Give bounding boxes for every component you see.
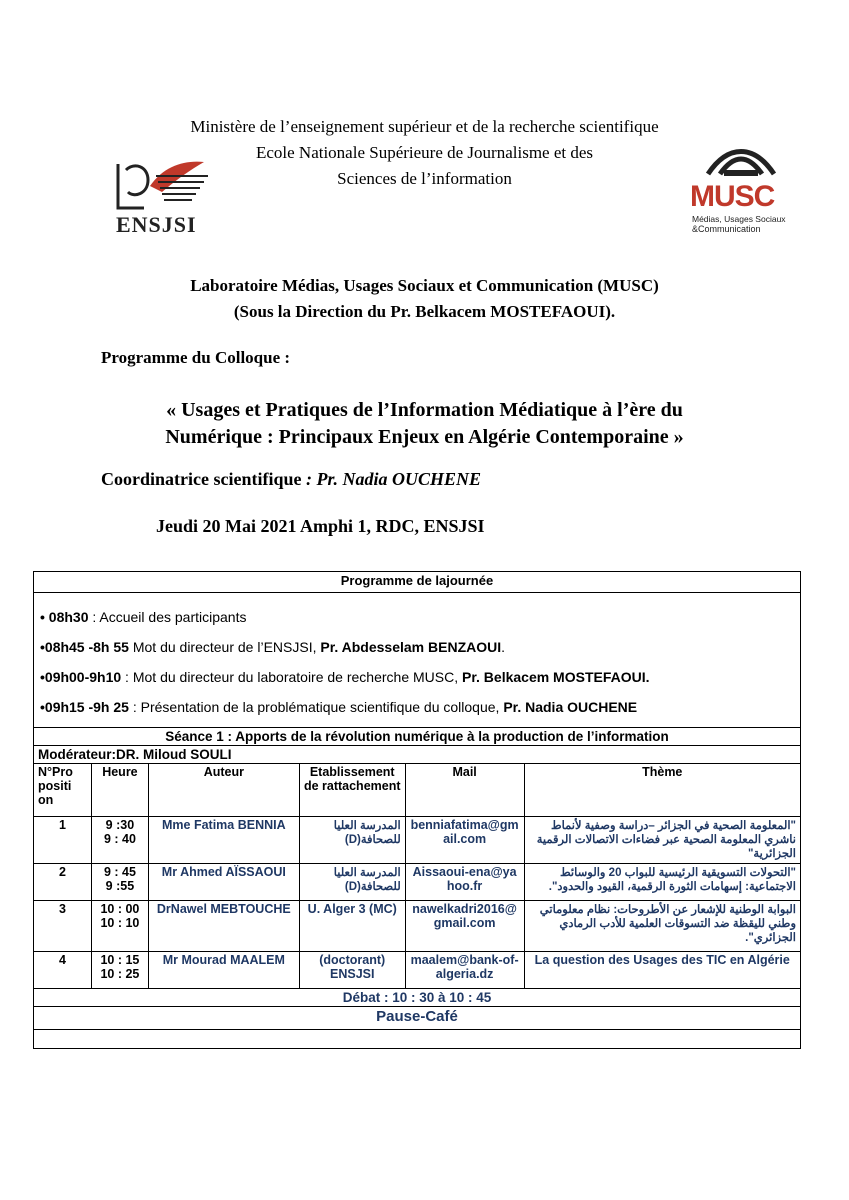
- row-author: DrNawel MEBTOUCHE: [148, 901, 299, 952]
- musc-logo: [688, 140, 794, 236]
- ministry-line: Ministère de l’enseignement supérieur et de la recherche scientifique: [190, 117, 659, 136]
- row-num: 3: [34, 901, 92, 952]
- table-title: Programme de lajournée: [34, 572, 801, 593]
- row-heure: [91, 864, 148, 901]
- row-heure: [91, 817, 148, 864]
- colloque-title-line1: « Usages et Pratiques de l’Information Médiatique à l’ère du: [166, 399, 683, 421]
- table-row: [34, 952, 801, 989]
- musc-logo-title: MUSC: [690, 180, 775, 213]
- row-etab: U. Alger 3 (MC): [299, 901, 405, 952]
- intro-tail-2: .: [501, 639, 506, 655]
- school-line-2: Sciences de l’information: [337, 169, 512, 188]
- programme-table: [33, 571, 801, 1049]
- intro-time-4: •09h15 -9h 25: [40, 699, 129, 715]
- table-intro: [34, 593, 801, 728]
- row-start: 9 : 45: [103, 865, 136, 879]
- debat-row: Débat : 10 : 30 à 10 : 45: [34, 989, 801, 1007]
- table-row: [34, 864, 801, 901]
- colloque-title-line2: Numérique : Principaux Enjeux en Algérie Contemporaine »: [165, 426, 684, 448]
- ensjsi-logo: [104, 156, 214, 242]
- row-num: 4: [34, 952, 92, 989]
- table-row: [34, 817, 801, 864]
- intro-text-1: : Accueil des participants: [88, 609, 247, 625]
- intro-person-2: Pr. Abdesselam BENZAOUI: [320, 639, 502, 655]
- row-theme: "المعلومة الصحية في الجزائر –دراسة وصفية لأنماط ناشري المعلومة الصحية عبر فضاءات الاتصالات الرقمية الجزائرية": [524, 817, 801, 864]
- row-end: 9 :55: [105, 879, 135, 893]
- session-title: Séance 1 : Apports de la révolution numérique à la production de l’information: [34, 728, 801, 746]
- moderator: Modérateur:DR. Miloud SOULI: [34, 746, 801, 764]
- intro-text-4: : Présentation de la problématique scientifique du colloque,: [128, 699, 504, 715]
- intro-item-3: [40, 669, 794, 685]
- pause-row: Pause-Café: [34, 1007, 801, 1030]
- programme-label: Programme du Colloque :: [101, 348, 291, 367]
- table-row: [34, 901, 801, 952]
- wifi-arcs-icon: [688, 140, 794, 180]
- date-place: Jeudi 20 Mai 2021 Amphi 1, RDC, ENSJSI: [156, 516, 485, 536]
- row-theme: "التحولات التسويقية الرئيسية للبواب 20 والوسائط الاجتماعية: إسهامات الثورة الرقمية، القيود والحدود".: [524, 864, 801, 901]
- row-theme: La question des Usages des TIC en Algérie: [524, 952, 801, 989]
- row-end: 9 : 40: [103, 832, 136, 846]
- row-author: Mr Mourad MAALEM: [148, 952, 299, 989]
- coordinator: [101, 469, 481, 490]
- row-mail: benniafatima@gmail.com: [405, 817, 524, 864]
- musc-logo-sub2: &Communication: [692, 224, 761, 234]
- intro-time-1: • 08h30: [40, 609, 89, 625]
- row-theme: البوابة الوطنية للإشعار عن الأطروحات: نظام معلوماتي وطني لليقظة ضد التسوقات العلمية للأدب الرمادي الجزائري".: [524, 901, 801, 952]
- row-end: 10 : 25: [100, 967, 140, 981]
- school-line-1: Ecole Nationale Supérieure de Journalisme et des: [255, 143, 594, 162]
- col-header-num: N°Pro positi on: [34, 764, 92, 817]
- row-start: 10 : 15: [100, 953, 140, 967]
- row-num: 1: [34, 817, 92, 864]
- intro-item-2: [40, 639, 794, 655]
- column-header-row: [34, 764, 801, 817]
- intro-item-4: [40, 699, 794, 715]
- row-mail: Aissaoui-ena@yahoo.fr: [405, 864, 524, 901]
- intro-text-2: Mot du directeur de l’ENSJSI,: [128, 639, 321, 655]
- row-etab: المدرسة العليا للصحافة(D): [299, 864, 405, 901]
- row-end: 10 : 10: [100, 916, 140, 930]
- col-header-heure: Heure: [91, 764, 148, 817]
- row-etab: المدرسة العليا للصحافة(D): [299, 817, 405, 864]
- lab-name: Laboratoire Médias, Usages Sociaux et Communication (MUSC): [190, 276, 659, 295]
- row-heure: [91, 952, 148, 989]
- coordinator-label: Coordinatrice scientifique: [101, 469, 302, 489]
- lab-direction: (Sous la Direction du Pr. Belkacem MOSTEFAOUI).: [233, 302, 616, 321]
- coordinator-name: : Pr. Nadia OUCHENE: [301, 469, 482, 489]
- row-heure: [91, 901, 148, 952]
- intro-text-3: : Mot du directeur du laboratoire de recherche MUSC,: [121, 669, 462, 685]
- intro-person-4: Pr. Nadia OUCHENE: [503, 699, 638, 715]
- intro-item-1: [40, 609, 794, 625]
- intro-person-3: Pr. Belkacem MOSTEFAOUI.: [462, 669, 650, 685]
- col-header-mail: Mail: [405, 764, 524, 817]
- empty-row: [34, 1030, 801, 1049]
- col-header-auteur: Auteur: [148, 764, 299, 817]
- ensjsi-logo-text: ENSJSI: [116, 212, 197, 237]
- intro-time-2: •08h45 -8h 55: [40, 639, 129, 655]
- row-mail: maalem@bank-of-algeria.dz: [405, 952, 524, 989]
- row-etab: (doctorant) ENSJSI: [299, 952, 405, 989]
- row-mail: nawelkadri2016@gmail.com: [405, 901, 524, 952]
- col-header-etab: Etablissement de rattachement: [299, 764, 405, 817]
- row-author: Mme Fatima BENNIA: [148, 817, 299, 864]
- row-start: 9 :30: [105, 818, 135, 832]
- row-start: 10 : 00: [100, 902, 140, 916]
- row-author: Mr Ahmed AÏSSAOUI: [148, 864, 299, 901]
- row-num: 2: [34, 864, 92, 901]
- intro-time-3: •09h00-9h10: [40, 669, 122, 685]
- musc-logo-sub1: Médias, Usages Sociaux: [692, 214, 786, 224]
- col-header-theme: Thème: [524, 764, 801, 817]
